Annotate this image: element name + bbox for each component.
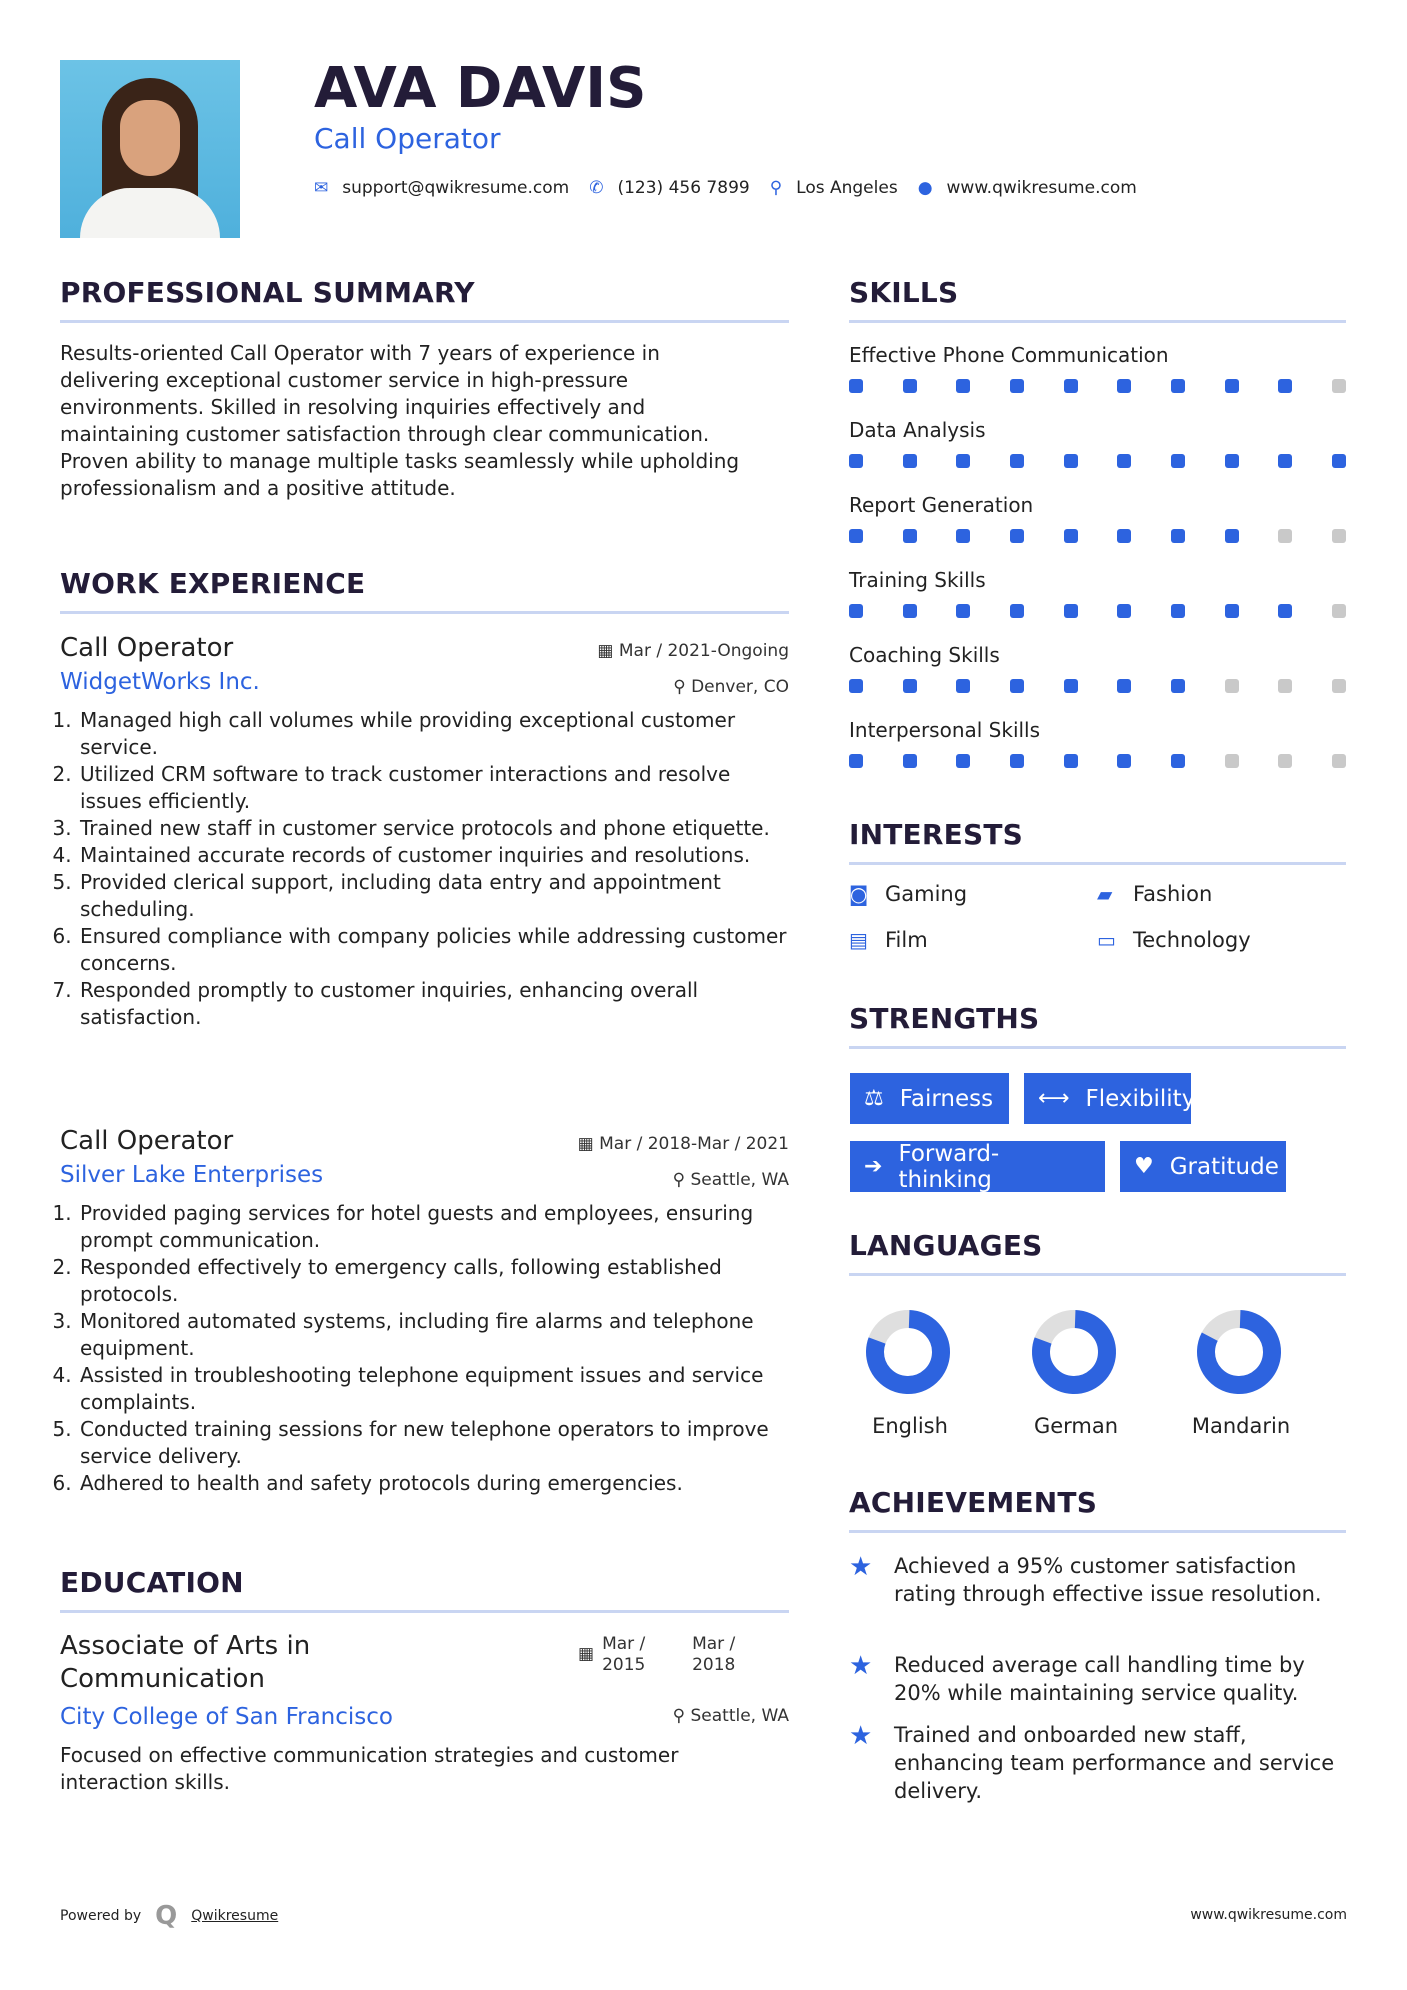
achievement-item: ★ Achieved a 95% customer satisfaction rating through effective issue resolution.	[849, 1552, 1322, 1606]
list-item: 4. Assisted in troubleshooting telephone equipment issues and service complaints.	[78, 1362, 789, 1416]
achievement-item: ★ Trained and onboarded new staff, enhancing team performance and service delivery.	[849, 1721, 1335, 1803]
rating-dot-filled	[1064, 679, 1078, 693]
rating-dot-filled	[1117, 454, 1131, 468]
rating-dot-filled	[903, 604, 917, 618]
list-item: 2. Responded effectively to emergency calls, following established protocols.	[78, 1254, 789, 1308]
list-item: 5. Conducted training sessions for new telephone operators to improve service delivery.	[78, 1416, 789, 1470]
education-location: ⚲ Seattle, WA	[672, 1706, 789, 1726]
pin-icon: ⚲	[673, 677, 692, 697]
rating-dot-empty	[1332, 679, 1346, 693]
rating-dot-filled	[1117, 679, 1131, 693]
shopping-bag-icon: ▰	[1097, 882, 1113, 906]
summary-text: Results-oriented Call Operator with 7 years of experience in delivering exceptional customer service in high-pressure environments. Skilled in resolving inquiries effectively and maintaining customer satisfaction through clear communication. Proven ability to manage multiple tasks seamlessly while upholding professionalism and a positive attitude.	[60, 341, 740, 500]
rating-dot-filled	[956, 604, 970, 618]
job-company: WidgetWorks Inc.	[60, 669, 260, 695]
rating-dot-filled	[1171, 604, 1185, 618]
arrow-right-icon: ➔	[864, 1154, 883, 1179]
rating-dot-filled	[1064, 454, 1078, 468]
rating-dot-filled	[1171, 529, 1185, 543]
rating-dot-filled	[849, 454, 863, 468]
skill-item	[849, 643, 1346, 718]
contact-website[interactable]: www.qwikresume.com	[946, 178, 1137, 198]
job-entry	[60, 633, 789, 1031]
pin-icon: ⚲	[672, 1170, 691, 1190]
list-item: 1. Managed high call volumes while providing exceptional customer service.	[78, 707, 789, 761]
rating-dot-filled	[1117, 379, 1131, 393]
laptop-icon: ▭	[1097, 928, 1116, 952]
rating-dot-filled	[956, 679, 970, 693]
rating-dot-empty	[1278, 529, 1292, 543]
skill-name: Data Analysis	[849, 418, 986, 442]
rating-dot-filled	[1064, 379, 1078, 393]
calendar-icon: ▦	[597, 641, 619, 661]
rating-dot-filled	[849, 379, 863, 393]
skill-rating	[849, 379, 1346, 393]
heart-icon: ♥	[1134, 1154, 1154, 1179]
strength-badge-fairness: ⚖ Fairness	[850, 1073, 1009, 1124]
candidate-name: AVA DAVIS	[314, 56, 647, 121]
rating-dot-filled	[1278, 604, 1292, 618]
rating-dot-filled	[1064, 529, 1078, 543]
job-title: Call Operator	[60, 633, 234, 663]
rating-dot-filled	[1225, 379, 1239, 393]
star-icon: ★	[849, 1552, 873, 1582]
section-divider	[60, 1610, 789, 1613]
section-heading-skills: SKILLS	[849, 276, 959, 309]
rating-dot-filled	[849, 754, 863, 768]
rating-dot-empty	[1332, 529, 1346, 543]
section-divider	[60, 611, 789, 614]
globe-icon: ●	[917, 178, 933, 198]
rating-dot-filled	[1010, 454, 1024, 468]
pin-icon: ⚲	[672, 1706, 691, 1726]
education-school: City College of San Francisco	[60, 1704, 393, 1730]
arrows-h-icon: ⟷	[1038, 1086, 1070, 1111]
strength-badge-gratitude: ♥ Gratitude	[1120, 1141, 1286, 1192]
section-divider	[849, 1530, 1346, 1533]
contact-location: Los Angeles	[796, 178, 898, 198]
skill-rating	[849, 754, 1346, 768]
rating-dot-filled	[903, 679, 917, 693]
map-marker-icon: ⚲	[769, 178, 783, 198]
rating-dot-filled	[1225, 529, 1239, 543]
job-location: ⚲ Denver, CO	[673, 677, 789, 697]
education-description: Focused on effective communication strategies and customer interaction skills.	[60, 1743, 679, 1794]
qwikresume-logo-icon: Q	[155, 1901, 178, 1931]
rating-dot-filled	[849, 604, 863, 618]
skill-item	[849, 718, 1346, 793]
job-entry	[60, 1126, 789, 1497]
rating-dot-filled	[956, 454, 970, 468]
interest-technology: ▭ Technology	[1097, 928, 1251, 952]
section-heading-education: EDUCATION	[60, 1566, 244, 1599]
section-divider	[849, 862, 1346, 865]
phone-icon: ✆	[589, 178, 604, 198]
calendar-icon: ▦	[577, 1134, 600, 1154]
rating-dot-filled	[1010, 529, 1024, 543]
rating-dot-filled	[1010, 604, 1024, 618]
interest-fashion: ▰ Fashion	[1097, 882, 1213, 906]
film-icon: ▤	[849, 928, 868, 952]
rating-dot-filled	[1278, 454, 1292, 468]
skill-item	[849, 568, 1346, 643]
skill-rating	[849, 679, 1346, 693]
candidate-title: Call Operator	[314, 122, 501, 155]
section-heading-interests: INTERESTS	[849, 818, 1023, 851]
education-degree: Associate of Arts in Communication	[60, 1631, 311, 1694]
rating-dot-filled	[1225, 604, 1239, 618]
skill-name: Effective Phone Communication	[849, 343, 1169, 367]
rating-dot-filled	[1225, 454, 1239, 468]
rating-dot-filled	[903, 529, 917, 543]
section-divider	[849, 1046, 1346, 1049]
section-divider	[849, 320, 1346, 323]
skill-item	[849, 343, 1346, 418]
list-item: 3. Monitored automated systems, including fire alarms and telephone equipment.	[78, 1308, 789, 1362]
list-item: 7. Responded promptly to customer inquiries, enhancing overall satisfaction.	[78, 977, 789, 1031]
rating-dot-filled	[1171, 679, 1185, 693]
gamepad-icon: ◙	[849, 882, 869, 906]
interest-film: ▤ Film	[849, 928, 928, 952]
job-dates: ▦ Mar / 2018-Mar / 2021	[577, 1134, 789, 1154]
section-divider	[60, 320, 789, 323]
section-heading-achievements: ACHIEVEMENTS	[849, 1486, 1098, 1519]
rating-dot-empty	[1332, 604, 1346, 618]
skill-name: Coaching Skills	[849, 643, 1000, 667]
strength-badge-flexibility: ⟷ Flexibility	[1024, 1073, 1191, 1124]
skill-name: Interpersonal Skills	[849, 718, 1041, 742]
section-divider	[849, 1273, 1346, 1276]
contact-email[interactable]: support@qwikresume.com	[342, 178, 570, 198]
brand-link[interactable]: Qwikresume	[191, 1908, 279, 1924]
section-heading-summary: PROFESSIONAL SUMMARY	[60, 276, 475, 309]
skill-rating	[849, 454, 1346, 468]
list-item: 2. Utilized CRM software to track customer interactions and resolve issues efficiently.	[78, 761, 789, 815]
contact-row	[314, 178, 1157, 198]
job-bullets	[60, 707, 789, 1031]
skill-name: Report Generation	[849, 493, 1034, 517]
language-donuts	[849, 1290, 1346, 1420]
rating-dot-empty	[1225, 754, 1239, 768]
contact-phone[interactable]: (123) 456 7899	[617, 178, 750, 198]
list-item: 6. Adhered to health and safety protocols during emergencies.	[78, 1470, 789, 1497]
rating-dot-filled	[1117, 529, 1131, 543]
rating-dot-filled	[1010, 379, 1024, 393]
job-company: Silver Lake Enterprises	[60, 1162, 324, 1188]
rating-dot-filled	[1171, 379, 1185, 393]
language-label: German	[1033, 1414, 1119, 1438]
rating-dot-empty	[1225, 679, 1239, 693]
calendar-icon: ▦	[578, 1644, 595, 1664]
language-label: Mandarin	[1191, 1414, 1291, 1438]
rating-dot-filled	[1332, 454, 1346, 468]
balance-scale-icon: ⚖	[864, 1086, 884, 1111]
skill-item	[849, 418, 1346, 493]
footer-website[interactable]: www.qwikresume.com	[1190, 1907, 1347, 1923]
skill-item	[849, 493, 1346, 568]
rating-dot-empty	[1278, 754, 1292, 768]
rating-dot-filled	[849, 679, 863, 693]
rating-dot-filled	[1010, 754, 1024, 768]
job-dates: ▦ Mar / 2021-Ongoing	[597, 641, 789, 661]
language-label: English	[872, 1414, 948, 1438]
education-dates: ▦ Mar / 2015 Mar / 2018	[578, 1634, 736, 1675]
section-heading-strengths: STRENGTHS	[849, 1002, 1040, 1035]
star-icon: ★	[849, 1651, 873, 1681]
list-item: 1. Provided paging services for hotel guests and employees, ensuring prompt communication.	[78, 1200, 789, 1254]
achievement-item: ★ Reduced average call handling time by 20% while maintaining service quality.	[849, 1651, 1305, 1705]
interest-gaming: ◙ Gaming	[849, 882, 968, 906]
skill-rating	[849, 529, 1346, 543]
rating-dot-filled	[903, 454, 917, 468]
rating-dot-filled	[1278, 379, 1292, 393]
skill-rating	[849, 604, 1346, 618]
profile-photo	[60, 60, 240, 238]
skill-name: Training Skills	[849, 568, 986, 592]
list-item: 3. Trained new staff in customer service protocols and phone etiquette.	[78, 815, 789, 842]
rating-dot-empty	[1332, 754, 1346, 768]
list-item: 5. Provided clerical support, including data entry and appointment scheduling.	[78, 869, 789, 923]
list-item: 6. Ensured compliance with company policies while addressing customer concerns.	[78, 923, 789, 977]
envelope-icon: ✉	[314, 178, 329, 198]
rating-dot-filled	[1010, 679, 1024, 693]
rating-dot-filled	[1064, 754, 1078, 768]
rating-dot-filled	[1064, 604, 1078, 618]
section-heading-experience: WORK EXPERIENCE	[60, 567, 366, 600]
rating-dot-filled	[1117, 754, 1131, 768]
rating-dot-filled	[956, 379, 970, 393]
rating-dot-filled	[956, 754, 970, 768]
rating-dot-filled	[1117, 604, 1131, 618]
section-heading-languages: LANGUAGES	[849, 1229, 1043, 1262]
list-item: 4. Maintained accurate records of customer inquiries and resolutions.	[78, 842, 789, 869]
job-title: Call Operator	[60, 1126, 234, 1156]
strength-badge-forward-thinking: ➔ Forward-thinking	[850, 1141, 1105, 1192]
rating-dot-empty	[1278, 679, 1292, 693]
rating-dot-filled	[903, 379, 917, 393]
rating-dot-filled	[1171, 754, 1185, 768]
rating-dot-empty	[1332, 379, 1346, 393]
footer-powered-by: Powered by Q Qwikresume	[60, 1901, 279, 1931]
job-bullets	[60, 1200, 789, 1497]
job-location: ⚲ Seattle, WA	[672, 1170, 789, 1190]
star-icon: ★	[849, 1721, 873, 1751]
rating-dot-filled	[956, 529, 970, 543]
skills-list	[849, 343, 1346, 793]
rating-dot-filled	[903, 754, 917, 768]
rating-dot-filled	[849, 529, 863, 543]
rating-dot-filled	[1171, 454, 1185, 468]
